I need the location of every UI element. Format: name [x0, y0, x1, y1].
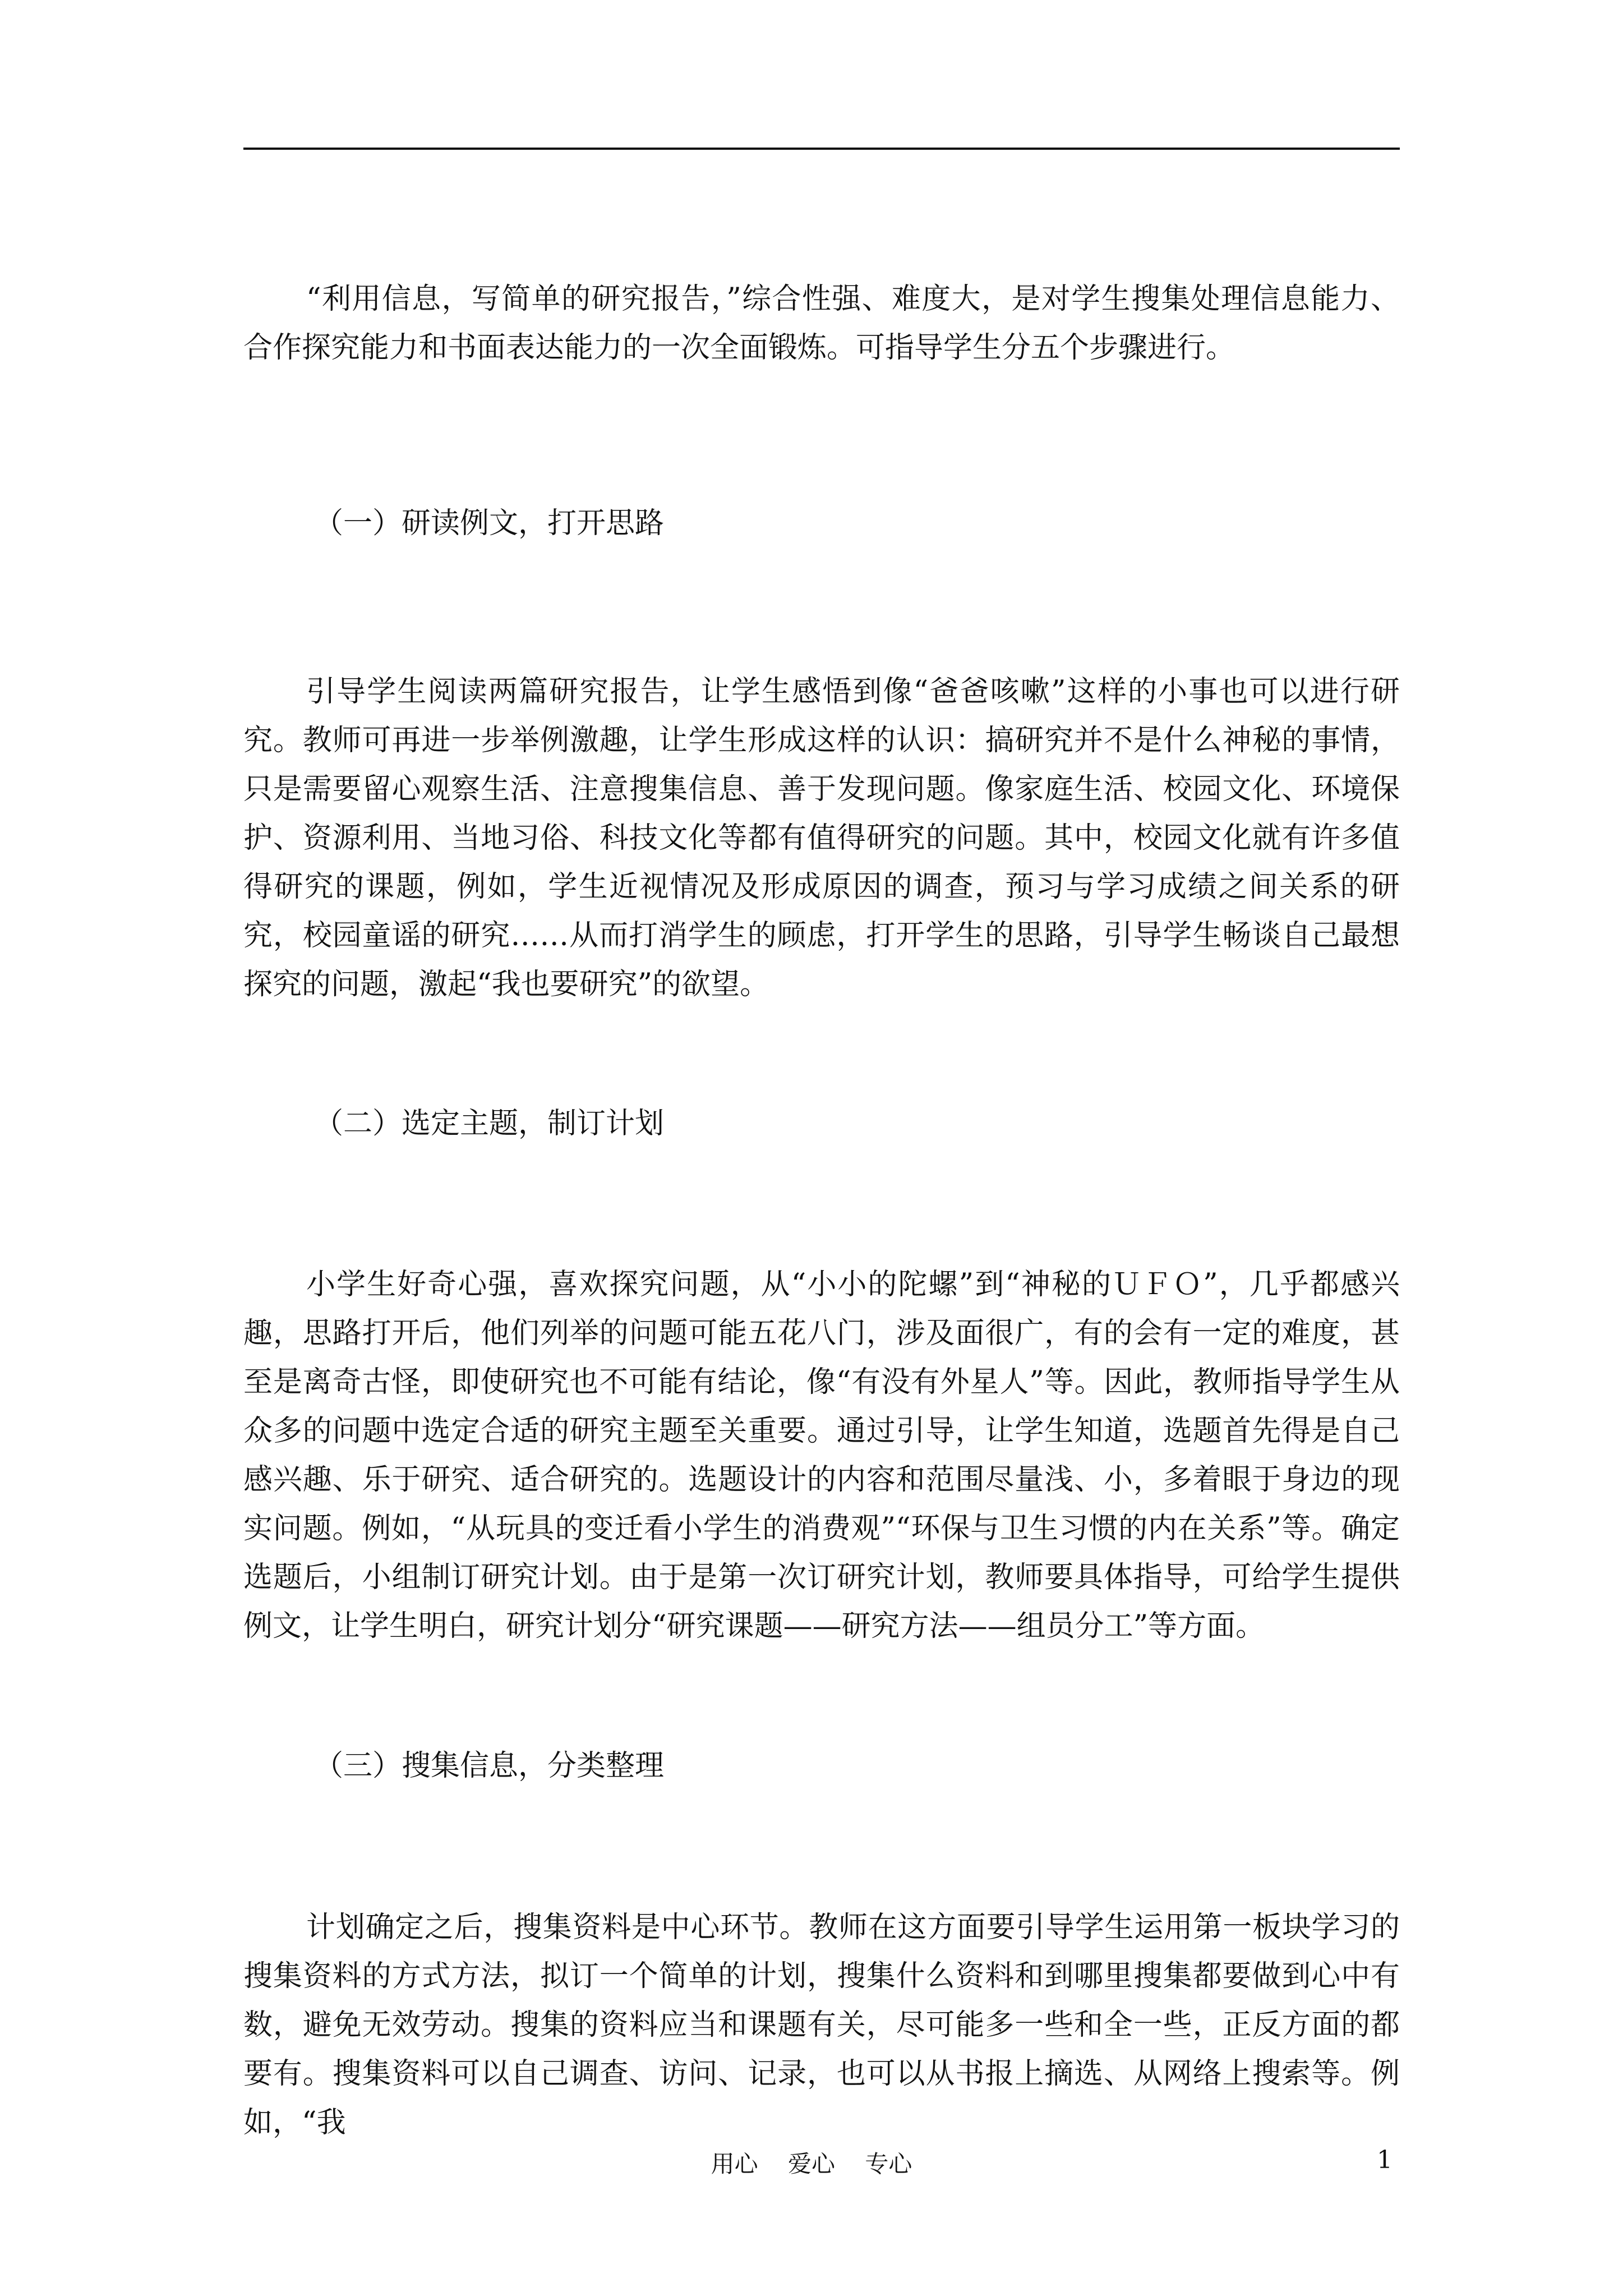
- header-rule: [243, 148, 1400, 150]
- intro-paragraph: “利用信息，写简单的研究报告，”综合性强、难度大，是对学生搜集处理信息能力、合作探究能力和书面表达能力的一次全面锻炼。可指导学生分五个步骤进行。: [243, 282, 1400, 365]
- section-2-heading: （二）选定主题，制订计划: [314, 1107, 665, 1140]
- section-1-heading: （一）研读例文，打开思路: [314, 507, 665, 540]
- section-3-paragraph: 计划确定之后，搜集资料是中心环节。教师在这方面要引导学生运用第一板块学习的搜集资料的方式方法，拟订一个简单的计划，搜集什么资料和到哪里搜集都要做到心中有数，避免无效劳动。搜集的资料应当和课题有关，尽可能多一些和全一些，正反方面的都要有。搜集资料可以自己调查、访问、记录，也可以从书报上摘选、从网络上搜索等。例如，“我: [243, 1911, 1400, 2139]
- page-number: 1: [1377, 2146, 1393, 2174]
- section-1-paragraph: 引导学生阅读两篇研究报告，让学生感悟到像“爸爸咳嗽”这样的小事也可以进行研究。教师可再进一步举例激趣，让学生形成这样的认识：搞研究并不是什么神秘的事情，只是需要留心观察生活、注意搜集信息、善于发现问题。像家庭生活、校园文化、环境保护、资源利用、当地习俗、科技文化等都有值得研究的问题。其中，校园文化就有许多值得研究的课题，例如，学生近视情况及形成原因的调查，预习与学习成绩之间关系的研究，校园童谣的研究……从而打消学生的顾虑，打开学生的思路，引导学生畅谈自己最想探究的问题，激起“我也要研究”的欲望。: [243, 675, 1400, 1001]
- footer-motto: 用心 爱心 专心: [711, 2150, 912, 2178]
- section-3-heading: （三）搜集信息，分类整理: [314, 1749, 665, 1783]
- section-2-paragraph: 小学生好奇心强，喜欢探究问题，从“小小的陀螺”到“神秘的ＵＦＯ”，几乎都感兴趣，思路打开后，他们列举的问题可能五花八门，涉及面很广，有的会有一定的难度，甚至是离奇古怪，即使研究也不可能有结论，像“有没有外星人”等。因此，教师指导学生从众多的问题中选定合适的研究主题至关重要。通过引导，让学生知道，选题首先得是自己感兴趣、乐于研究、适合研究的。选题设计的内容和范围尽量浅、小，多着眼于身边的现实问题。例如，“从玩具的变迁看小学生的消费观”“环保与卫生习惯的内在关系”等。确定选题后，小组制订研究计划。由于是第一次订研究计划，教师要具体指导，可给学生提供例文，让学生明白，研究计划分“研究课题——研究方法——组员分工”等方面。: [243, 1268, 1400, 1643]
